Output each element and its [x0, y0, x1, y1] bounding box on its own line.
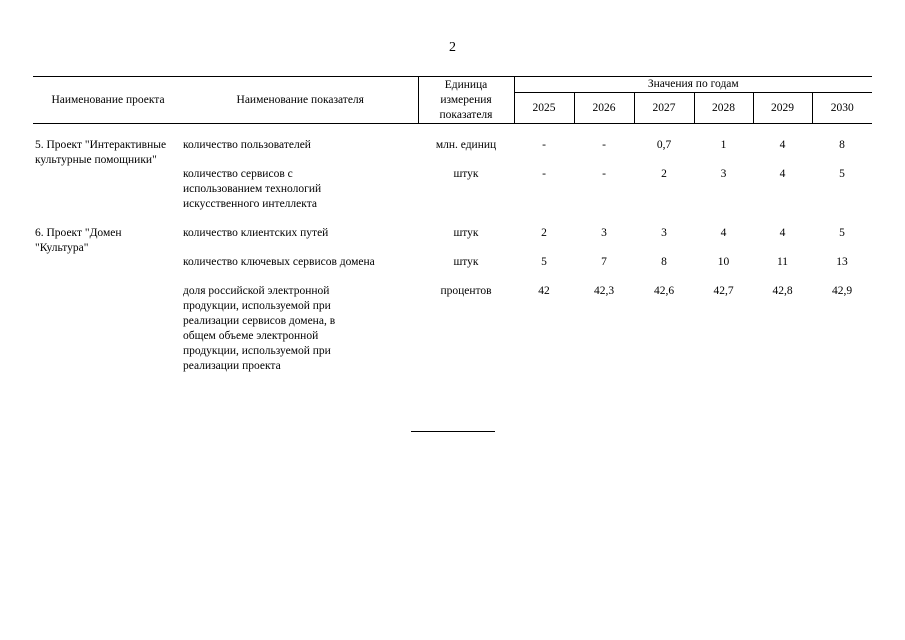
value-2030: 5	[839, 168, 845, 180]
project-name: 5. Проект "Интерактивные культурные помощники"	[35, 139, 167, 166]
indicator-unit: процентов	[440, 285, 492, 297]
value-2028: 4	[720, 227, 727, 239]
value-2030: 5	[839, 227, 845, 239]
value-2026: -	[602, 168, 606, 180]
header-year-2029: 2029	[753, 93, 812, 124]
value-2028: 42,7	[713, 285, 734, 297]
value-2029: 42,8	[772, 285, 793, 297]
header-year-2026: 2026	[574, 93, 634, 124]
value-2027: 8	[661, 256, 667, 268]
value-2029: 4	[779, 139, 786, 151]
value-2027: 42,6	[653, 285, 675, 297]
header-year-2027: 2027	[634, 93, 694, 124]
header-year-2028: 2028	[694, 93, 753, 124]
indicator-name: количество клиентских путей	[183, 227, 329, 239]
project-name: 6. Проект "Домен "Культура"	[35, 227, 122, 254]
value-2030: 13	[836, 256, 848, 268]
value-2029: 4	[779, 168, 786, 180]
indicator-name: количество ключевых сервисов домена	[183, 256, 375, 268]
header-project-name: Наименование проекта	[33, 77, 183, 124]
value-2026: -	[602, 139, 606, 151]
indicator-unit: штук	[453, 256, 479, 268]
indicator-unit: млн. единиц	[435, 139, 497, 151]
indicator-name: количество пользователей	[183, 139, 311, 151]
value-2025: -	[542, 139, 546, 151]
value-2028: 1	[720, 139, 727, 151]
value-2030: 8	[839, 139, 845, 151]
value-2025: 42	[538, 285, 550, 297]
header-indicator-name: Наименование показателя	[183, 77, 418, 124]
indicator-unit: штук	[453, 168, 479, 180]
value-2028: 10	[717, 256, 730, 268]
value-2026: 42,3	[593, 285, 615, 297]
page-number: 2	[449, 40, 456, 55]
indicator-table	[33, 76, 872, 374]
separator-line	[411, 431, 495, 432]
table-row	[33, 138, 872, 153]
value-2026: 7	[601, 256, 607, 268]
value-2025: 5	[541, 256, 547, 268]
value-2029: 4	[779, 227, 786, 239]
header-year-2030: 2030	[812, 93, 872, 124]
indicator-name: доля российской электронной продукции, используемой при реализации сервисов домена, в общем объеме электронной продукции, используемой при реализации проекта	[183, 285, 336, 372]
value-2025: 2	[541, 227, 547, 239]
value-2026: 3	[601, 227, 607, 239]
value-2027: 0,7	[656, 139, 672, 151]
value-2029: 11	[776, 256, 789, 268]
indicator-unit: штук	[453, 227, 479, 239]
indicator-name: количество сервисов с использованием технологий искусственного интеллекта	[183, 168, 322, 210]
header-values-by-year: Значения по годам	[514, 77, 872, 93]
value-2030: 42,9	[831, 285, 853, 297]
header-unit: Единица измерения показателя	[418, 77, 514, 124]
value-2027: 2	[661, 168, 667, 180]
header-year-2025: 2025	[514, 93, 574, 124]
value-2027: 3	[661, 227, 667, 239]
value-2025: -	[542, 168, 546, 180]
table-row	[33, 226, 872, 241]
value-2028: 3	[720, 168, 727, 180]
